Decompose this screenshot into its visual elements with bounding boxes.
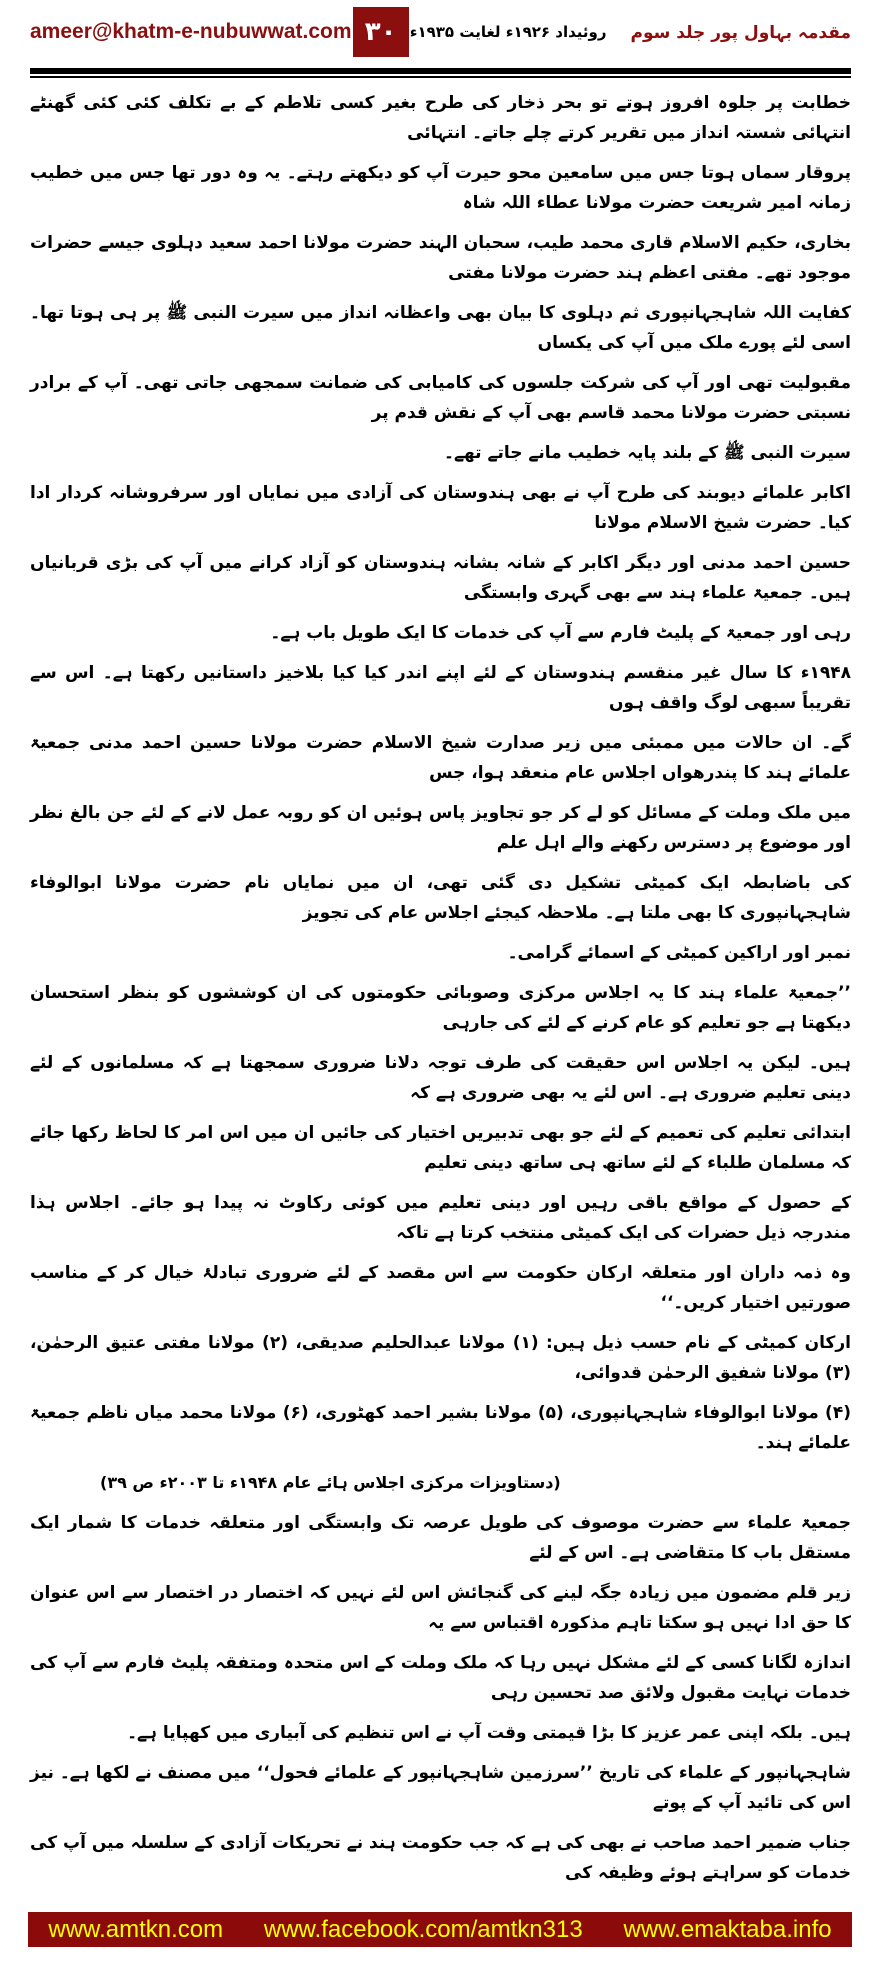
text-line: کی باضابطہ ایک کمیٹی تشکیل دی گئی تھی، ان میں نمایاں نام حضرت مولانا ابوالوفاء شاہجہانپوری کا بھی ملتا ہے۔ ملاحظہ کیجئے اجلاس عام کی تجویز — [30, 873, 851, 923]
text-line: زیر قلم مضمون میں زیادہ جگہ لینے کی گنجائش اس لئے نہیں کہ اختصار در اختصار سے اس عنوان کا حق ادا نہیں ہو سکتا تاہم مذکورہ اقتباس سے یہ — [30, 1583, 851, 1633]
text-line: رہی اور جمعیۃ کے پلیٹ فارم سے آپ کی خدمات کا ایک طویل باب ہے۔ — [270, 623, 851, 643]
footer-link-emaktaba[interactable]: www.emaktaba.info — [623, 1915, 832, 1943]
text-line: پروقار سماں ہوتا جس میں سامعین محو حیرت آپ کو دیکھتے رہتے۔ یہ وہ دور تھا جس میں خطیب زمانہ امیر شریعت حضرت مولانا عطاء اللہ شاہ — [30, 163, 851, 213]
text-line: اندازہ لگانا کسی کے لئے مشکل نہیں رہا کہ ملک وملت کے اس متحدہ ومتفقہ پلیٹ فارم سے آپ کی خدمات نہایت مقبول ولائق صد تحسین رہی — [30, 1653, 851, 1703]
header-titles — [410, 22, 851, 43]
text-line: گے۔ ان حالات میں ممبئی میں زیر صدارت شیخ الاسلام حضرت مولانا حسین احمد مدنی جمعیۃ علمائے ہند کا پندرھواں اجلاس عام منعقد ہوا، جس — [30, 733, 851, 783]
text-line: شاہجہانپور کے علماء کی تاریخ ’’سرزمین شاہجہانپور کے علمائے فحول‘‘ میں مصنف نے لکھا ہے۔ نیز اس کی تائید آپ کے پوتے — [30, 1763, 851, 1813]
text-line: خطابت پر جلوہ افروز ہوتے تو بحر ذخار کی طرح بغیر کسی تلاطم کے بے تکلف کئی کئی گھنٹے انتہائی شستہ انداز میں تقریر کرتے چلے جاتے۔ انتہائی — [30, 93, 851, 143]
text-line: وہ ذمہ داران اور متعلقہ ارکان حکومت سے اس مقصد کے لئے ضروری تبادلۂ خیال کر کے مناسب صورتیں اختیار کریں۔‘‘ — [30, 1263, 851, 1313]
text-line: کے حصول کے مواقع باقی رہیں اور دینی تعلیم میں کوئی رکاوٹ نہ پیدا ہو جائے۔ اجلاس ہذا مندرجہ ذیل حضرات کی ایک کمیٹی منتخب کرتا ہے تاکہ — [30, 1193, 851, 1243]
footer-link-facebook[interactable]: www.facebook.com/amtkn313 — [263, 1915, 583, 1943]
header-divider-thick — [30, 68, 851, 74]
text-line: اکابر علمائے دیوبند کی طرح آپ نے بھی ہندوستان کی آزادی میں نمایاں اور سرفروشانہ کردار ادا کیا۔ حضرت شیخ الاسلام مولانا — [30, 483, 851, 533]
text-line: بخاری، حکیم الاسلام قاری محمد طیب، سحبان الہند حضرت مولانا احمد سعید دہلوی جیسے حضرات موجود تھے۔ مفتی اعظم ہند حضرت مولانا مفتی — [30, 233, 851, 283]
header-subtitle: روئیداد ۱۹۲۶ء لغایت ۱۹۳۵ء — [409, 23, 607, 41]
text-line: (۴) مولانا ابوالوفاء شاہجہانپوری، (۵) مولانا بشیر احمد کھٹوری، (۶) مولانا محمد میاں ناظم جمعیۃ علمائے ہند۔ — [30, 1403, 851, 1453]
text-line: میں ملک وملت کے مسائل کو لے کر جو تجاویز پاس ہوئیں ان کو روبہ عمل لانے کے لئے جن بالغ نظر اور موضوع پر دسترس رکھنے والے اہل علم — [30, 803, 851, 853]
text-line: ارکان کمیٹی کے نام حسب ذیل ہیں: (۱) مولانا عبدالحلیم صدیقی، (۲) مولانا مفتی عتیق الرحمٰن، (۳) مولانا شفیق الرحمٰن قدوائی، — [30, 1333, 851, 1383]
text-line: جمعیۃ علماء سے حضرت موصوف کی طویل عرصہ تک وابستگی اور متعلقہ خدمات کا شمار ایک مستقل باب کا متقاضی ہے۔ اس کے لئے — [30, 1513, 851, 1563]
text-line: سیرت النبی ﷺ کے بلند پایہ خطیب مانے جاتے تھے۔ — [444, 443, 851, 463]
citation-line: (دستاویزات مرکزی اجلاس ہائے عام ۱۹۴۸ء تا ۲۰۰۳ء ص ۳۹) — [100, 1473, 561, 1492]
text-line: ’’جمعیۃ علماء ہند کا یہ اجلاس مرکزی وصوبائی حکومتوں کی ان کوششوں کو بنظر استحسان دیکھتا ہے جو تعلیم کو عام کرنے کے لئے کی جارہی — [30, 983, 851, 1033]
text-line: ہیں۔ لیکن یہ اجلاس اس حقیقت کی طرف توجہ دلانا ضروری سمجھتا ہے کہ مسلمانوں کے لئے دینی تعلیم ضروری ہے۔ اس لئے یہ بھی ضروری ہے کہ — [30, 1053, 851, 1103]
header-divider — [30, 68, 851, 78]
text-line: ۱۹۴۸ء کا سال غیر منقسم ہندوستان کے لئے اپنے اندر کیا کیا بلاخیز داستانیں رکھتا ہے۔ اس سے تقریباً سبھی لوگ واقف ہوں — [30, 663, 851, 713]
text-line: کفایت اللہ شاہجہانپوری ثم دہلوی کا بیان بھی واعظانہ انداز میں سیرت النبی ﷺ پر ہی ہوتا تھا۔ اسی لئے پورے ملک میں آپ کی یکساں — [30, 303, 851, 353]
text-line: نمبر اور اراکین کمیٹی کے اسمائے گرامی۔ — [507, 943, 851, 963]
footer-link-amtkn[interactable]: www.amtkn.com — [48, 1915, 224, 1943]
text-line: ابتدائی تعلیم کی تعمیم کے لئے جو بھی تدبیریں اختیار کی جائیں ان میں اس امر کا لحاظ رکھا جائے کہ مسلمان طلباء کے لئے ساتھ ہی ساتھ دینی تعلیم — [30, 1123, 851, 1173]
text-line: حسین احمد مدنی اور دیگر اکابر کے شانہ بشانہ ہندوستان کو آزاد کرانے میں آپ کی بڑی قربانیاں ہیں۔ جمعیۃ علماء ہند سے بھی گہری وابستگی — [30, 553, 851, 603]
text-line: جناب ضمیر احمد صاحب نے بھی کی ہے کہ جب حکومت ہند نے تحریکات آزادی کے سلسلہ میں آپ کی خدمات کو سراہتے ہوئے وظیفہ کی — [30, 1833, 851, 1883]
email-address: ameer@khatm-e-nubuwwat.com — [30, 20, 352, 43]
header-divider-thin — [30, 76, 851, 78]
text-line: مقبولیت تھی اور آپ کی شرکت جلسوں کی کامیابی کی ضمانت سمجھی جاتی تھی۔ آپ کے برادر نسبتی حضرت مولانا محمد قاسم بھی آپ کے نقش قدم پر — [30, 373, 851, 423]
book-title: مقدمہ بہاول پور جلد سوم — [630, 22, 851, 43]
page-header — [30, 0, 851, 64]
footer-bar — [28, 1912, 852, 1947]
body-text — [30, 88, 851, 1888]
text-line: ہیں۔ بلکہ اپنی عمر عزیز کا بڑا قیمتی وقت آپ نے اس تنظیم کی آبیاری میں کھپایا ہے۔ — [127, 1723, 851, 1743]
page-number-badge: ۳۰ — [353, 7, 409, 57]
